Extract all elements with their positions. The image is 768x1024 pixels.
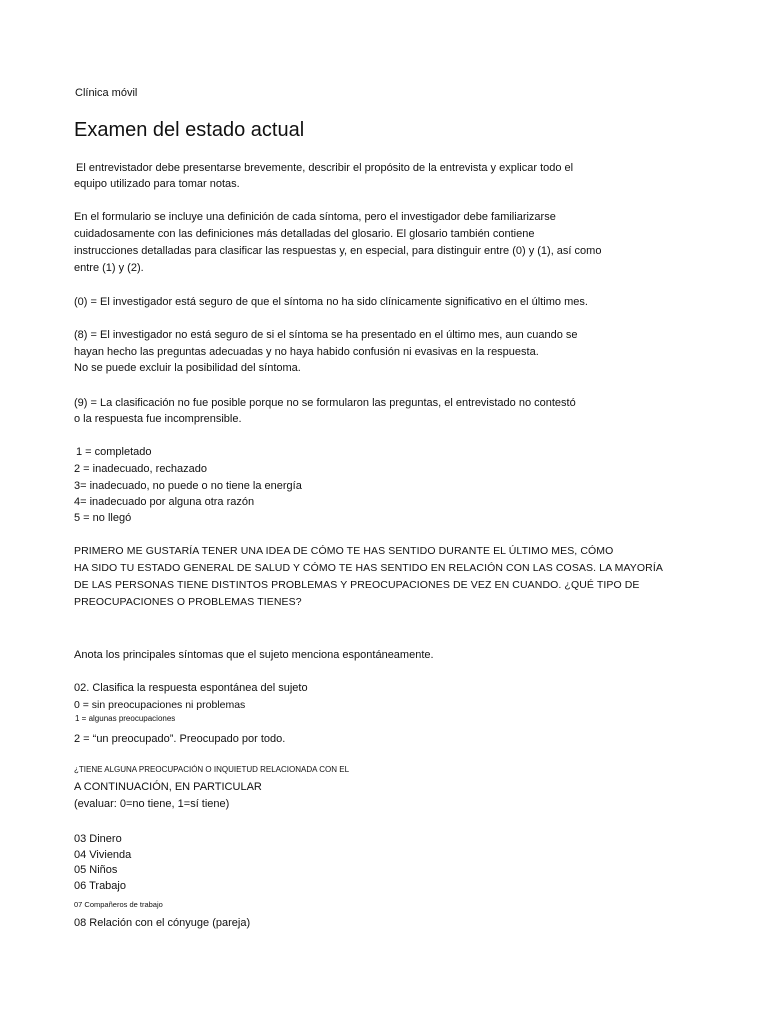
note-symptoms: Anota los principales síntomas que el sujeto menciona espontáneamente. bbox=[74, 649, 434, 661]
intro-line-1: El entrevistador debe presentarse brevemente, describir el propósito de la entrevista y explicar todo el bbox=[76, 162, 574, 174]
item-06: 06 Trabajo bbox=[74, 880, 126, 892]
item-02-option-1: 1 = algunas preocupaciones bbox=[75, 714, 176, 723]
question-concern-line-3: (evaluar: 0=no tiene, 1=sí tiene) bbox=[74, 798, 230, 810]
page-title: Examen del estado actual bbox=[74, 119, 305, 141]
glossary-line-4: entre (1) y (2). bbox=[74, 262, 144, 274]
code-8-line-3: No se puede excluir la posibilidad del síntoma. bbox=[74, 362, 301, 374]
glossary-line-1: En el formulario se incluye una definición de cada síntoma, pero el investigador debe familiarizarse bbox=[74, 211, 556, 223]
question-intro-line-2: HA SIDO TU ESTADO GENERAL DE SALUD Y CÓMO TE HAS SENTIDO EN RELACIÓN CON LAS COSAS. LA MAYORÍA bbox=[74, 562, 663, 574]
status-code-4: 4= inadecuado por alguna otra razón bbox=[74, 496, 255, 508]
item-02-label: 02. Clasifica la respuesta espontánea del sujeto bbox=[74, 682, 308, 694]
question-concern-line-1: ¿TIENE ALGUNA PREOCUPACIÓN O INQUIETUD RELACIONADA CON EL bbox=[74, 765, 350, 774]
item-07: 07 Compañeros de trabajo bbox=[74, 900, 163, 909]
item-04: 04 Vivienda bbox=[74, 849, 132, 861]
code-8-line-1: (8) = El investigador no está seguro de si el síntoma se ha presentado en el último mes, aun cuando se bbox=[74, 329, 578, 341]
intro-line-2: equipo utilizado para tomar notas. bbox=[74, 178, 240, 190]
glossary-line-3: instrucciones detalladas para clasificar las respuestas y, en especial, para distinguir entre (0) y (1), así como bbox=[74, 245, 602, 257]
item-08: 08 Relación con el cónyuge (pareja) bbox=[74, 917, 251, 929]
item-03: 03 Dinero bbox=[74, 833, 122, 845]
status-code-2: 2 = inadecuado, rechazado bbox=[74, 463, 208, 475]
status-code-1: 1 = completado bbox=[76, 446, 152, 458]
item-02-option-2: 2 = “un preocupado”. Preocupado por todo. bbox=[74, 733, 286, 745]
question-intro-line-3: DE LAS PERSONAS TIENE DISTINTOS PROBLEMAS Y PREOCUPACIONES DE VEZ EN CUANDO. ¿QUÉ TIPO DE bbox=[74, 579, 640, 591]
item-05: 05 Niños bbox=[74, 864, 118, 876]
clinic-name: Clínica móvil bbox=[75, 87, 138, 99]
code-8-line-2: hayan hecho las preguntas adecuadas y no haya habido confusión ni evasivas en la respuesta. bbox=[74, 346, 539, 358]
code-9-line-2: o la respuesta fue incomprensible. bbox=[74, 413, 242, 425]
status-code-3: 3= inadecuado, no puede o no tiene la energía bbox=[74, 480, 302, 492]
question-concern-line-2: A CONTINUACIÓN, EN PARTICULAR bbox=[74, 781, 262, 793]
question-intro-line-4: PREOCUPACIONES O PROBLEMAS TIENES? bbox=[74, 596, 302, 608]
item-02-option-0: 0 = sin preocupaciones ni problemas bbox=[74, 699, 246, 711]
code-9-line-1: (9) = La clasificación no fue posible porque no se formularon las preguntas, el entrevistado no contestó bbox=[74, 397, 576, 409]
status-code-5: 5 = no llegó bbox=[74, 512, 132, 524]
code-0-definition: (0) = El investigador está seguro de que el síntoma no ha sido clínicamente significativo en el último mes. bbox=[74, 296, 588, 308]
glossary-line-2: cuidadosamente con las definiciones más detalladas del glosario. El glosario también contiene bbox=[74, 228, 535, 240]
question-intro-line-1: PRIMERO ME GUSTARÍA TENER UNA IDEA DE CÓMO TE HAS SENTIDO DURANTE EL ÚLTIMO MES, CÓMO bbox=[74, 545, 614, 557]
